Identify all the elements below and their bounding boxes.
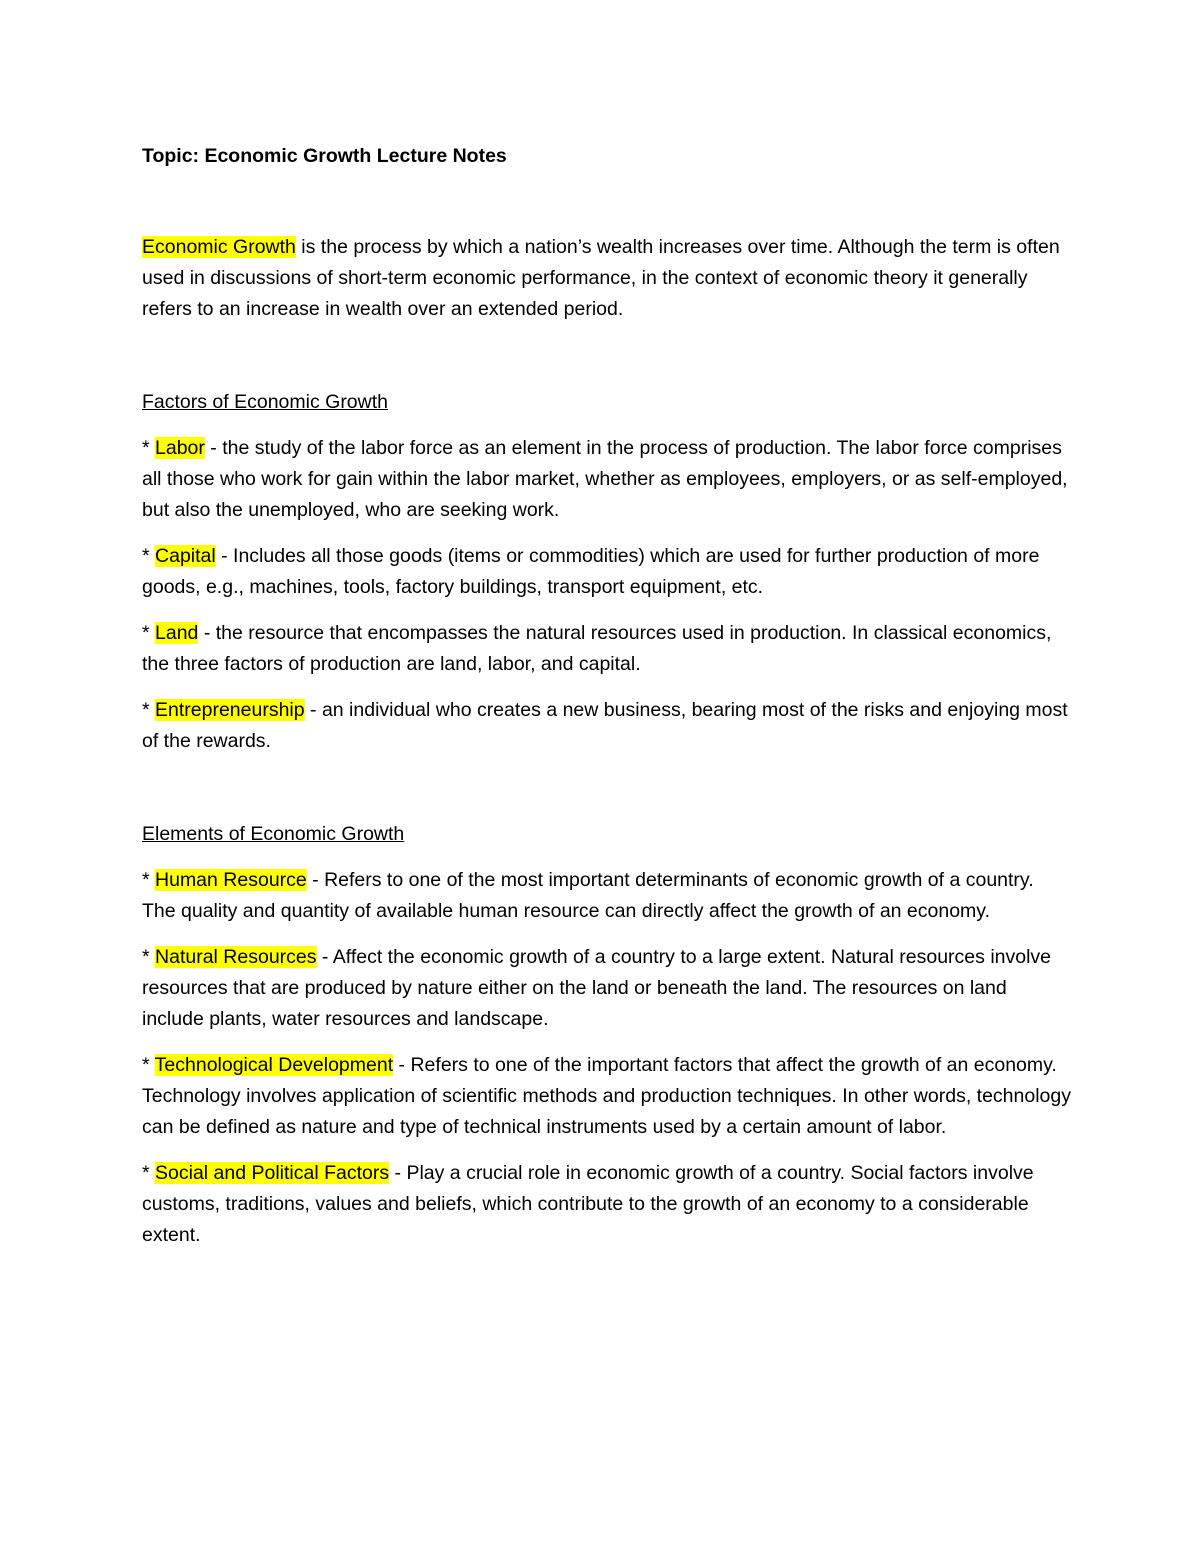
term-highlight: Social and Political Factors (155, 1162, 390, 1184)
item-text: - the study of the labor force as an element in the process of production. The labor force comprises all those who work for gain within the labor market, whether as employees, employers, or as self-employed, but also the unemployed, who are seeking work. (142, 437, 1068, 521)
list-item-social-political-factors (142, 1158, 1072, 1251)
intro-paragraph (142, 232, 1072, 325)
bullet: * (142, 437, 156, 459)
list-item-natural-resources (142, 942, 1072, 1035)
term-highlight: Human Resource (155, 869, 307, 891)
section-heading-factors: Factors of Economic Growth (142, 391, 388, 413)
item-text: - Refers to one of the most important determinants of economic growth of a country. The quality and quantity of available human resource can directly affect the growth of an economy. (142, 869, 1034, 922)
list-item-human-resource (142, 865, 1072, 927)
list-item-capital (142, 541, 1072, 603)
document-page (142, 138, 1072, 1251)
item-text: - the resource that encompasses the natural resources used in production. In classical economics, the three factors of production are land, labor, and capital. (142, 622, 1052, 675)
list-item-technological-development (142, 1050, 1072, 1143)
bullet: * (142, 545, 156, 567)
bullet: * (142, 869, 156, 891)
term-highlight: Natural Resources (155, 946, 317, 968)
list-item-labor (142, 433, 1072, 526)
bullet: * (142, 699, 156, 721)
term-highlight: Technological Development (154, 1054, 394, 1076)
term-highlight: Land (155, 622, 199, 644)
bullet: * (142, 622, 156, 644)
section-heading-elements: Elements of Economic Growth (142, 823, 405, 845)
item-text: - an individual who creates a new business, bearing most of the risks and enjoying most of the rewards. (142, 699, 1068, 752)
term-highlight: Entrepreneurship (155, 699, 305, 721)
item-text: - Play a crucial role in economic growth of a country. Social factors involve customs, traditions, values and beliefs, which contribute to the growth of an economy to a considerable extent. (142, 1162, 1034, 1246)
item-text: - Refers to one of the important factors that affect the growth of an economy. Technology involves application of scientific methods and production techniques. In other words, technology can be defined as nature and type of technical instruments used by a certain amount of labor. (142, 1054, 1071, 1138)
intro-text: is the process by which a nation’s wealth increases over time. Although the term is often used in discussions of short-term economic performance, in the context of economic theory it generally refers to an increase in wealth over an extended period. (142, 236, 1060, 320)
document-title: Topic: Economic Growth Lecture Notes (142, 145, 507, 167)
list-item-land (142, 618, 1072, 680)
item-text: - Affect the economic growth of a country to a large extent. Natural resources involve resources that are produced by nature either on the land or beneath the land. The resources on land include plants, water resources and landscape. (142, 946, 1052, 1030)
term-highlight: Capital (155, 545, 216, 567)
bullet: * (142, 1162, 156, 1184)
bullet: * (142, 1054, 155, 1076)
item-text: - Includes all those goods (items or commodities) which are used for further production of more goods, e.g., machines, tools, factory buildings, transport equipment, etc. (142, 545, 1040, 598)
intro-term-highlight: Economic Growth (142, 236, 296, 258)
bullet: * (142, 946, 156, 968)
term-highlight: Labor (155, 437, 205, 459)
list-item-entrepreneurship (142, 695, 1072, 757)
